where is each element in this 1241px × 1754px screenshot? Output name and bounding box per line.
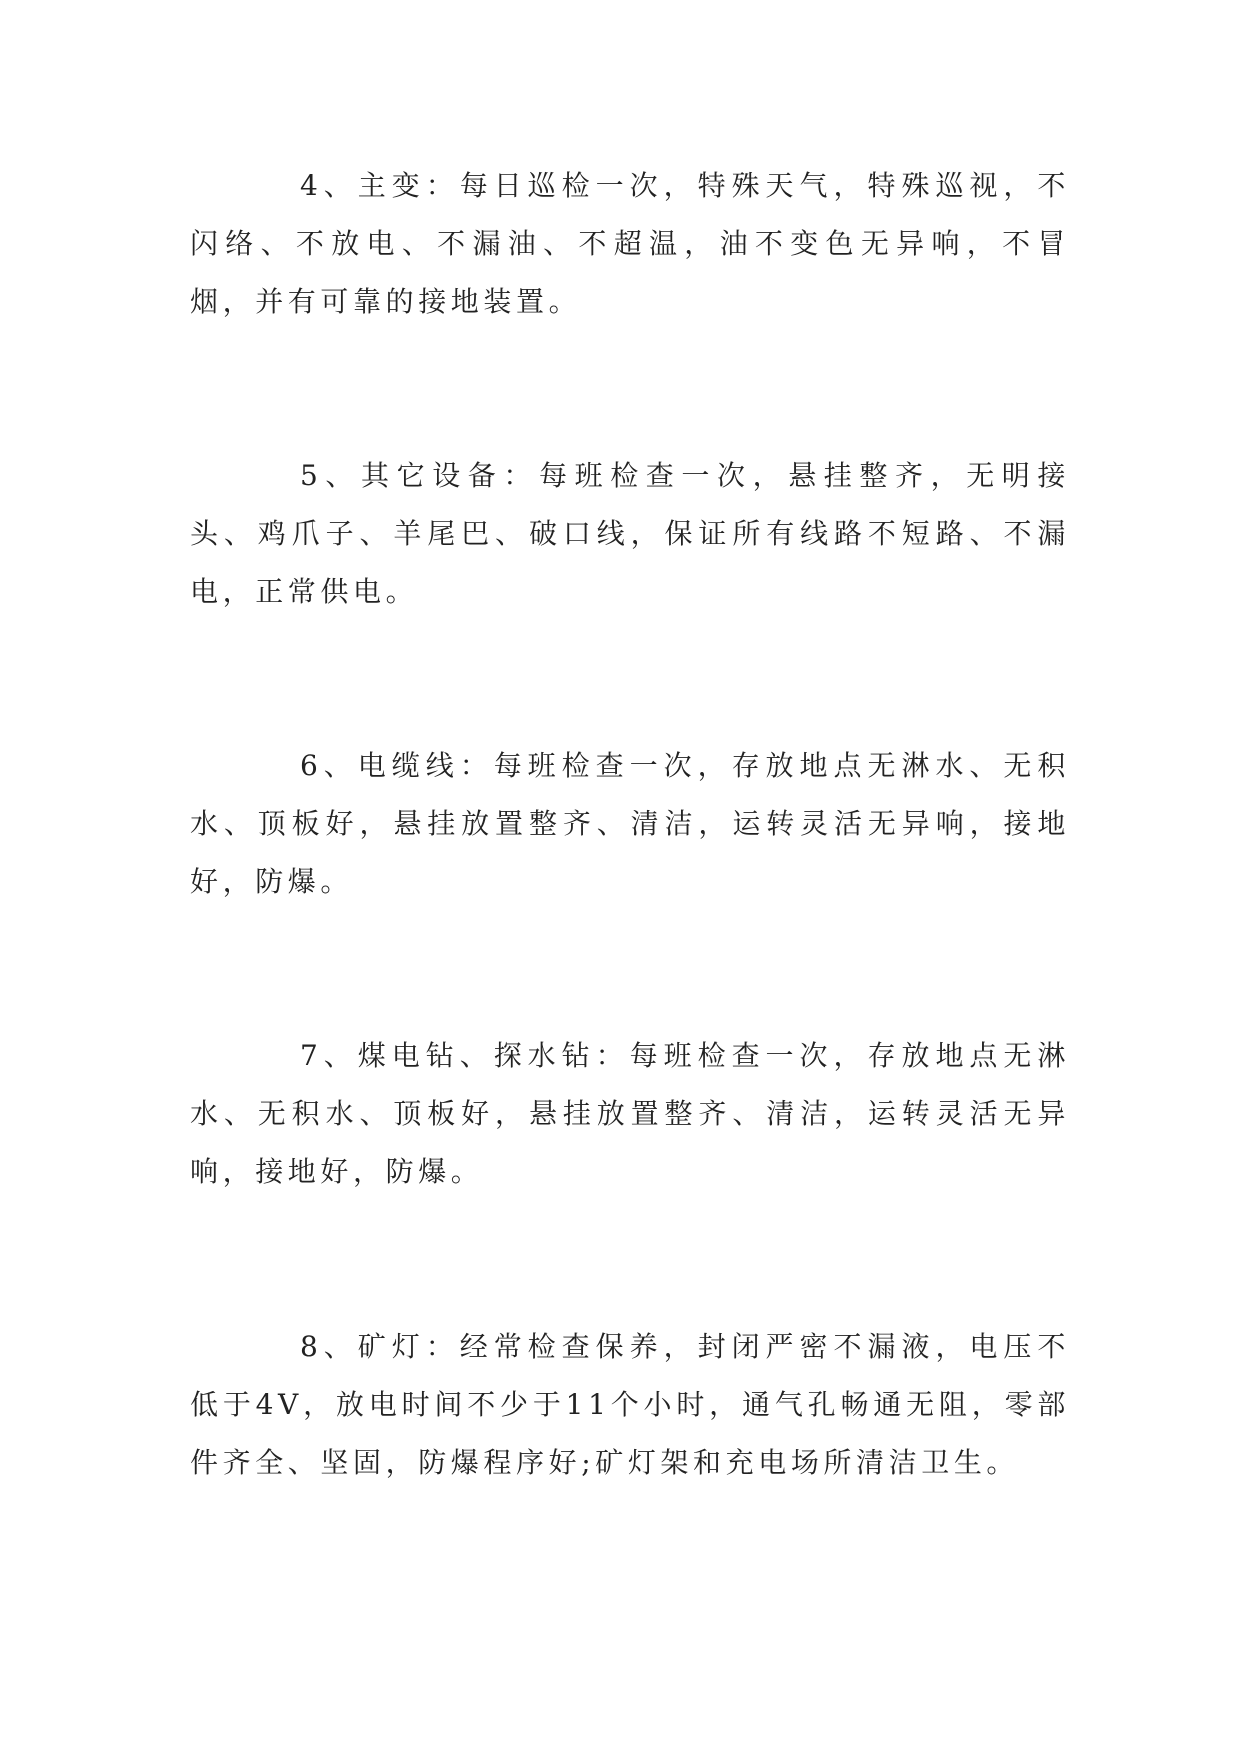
paragraph-mine-lamp: 8、矿灯：经常检查保养，封闭严密不漏液，电压不低于4V，放电时间不少于11个小时，通气孔畅通无阻，零部件齐全、坚固，防爆程序好;矿灯架和充电场所清洁卫生。	[190, 1330, 1070, 1479]
paragraph-main-transformer: 4、主变：每日巡检一次，特殊天气，特殊巡视，不闪络、不放电、不漏油、不超温，油不变色无异响，不冒烟，并有可靠的接地装置。	[190, 169, 1070, 318]
paragraph-cable: 6、电缆线：每班检查一次，存放地点无淋水、无积水、顶板好，悬挂放置整齐、清洁，运转灵活无异响，接地好，防爆。	[190, 749, 1070, 898]
paragraph-other-equipment: 5、其它设备：每班检查一次，悬挂整齐，无明接头、鸡爪子、羊尾巴、破口线，保证所有线路不短路、不漏电，正常供电。	[190, 459, 1070, 608]
paragraph-coal-drill: 7、煤电钻、探水钻：每班检查一次，存放地点无淋水、无积水、顶板好，悬挂放置整齐、清洁，运转灵活无异响，接地好，防爆。	[190, 1039, 1070, 1188]
